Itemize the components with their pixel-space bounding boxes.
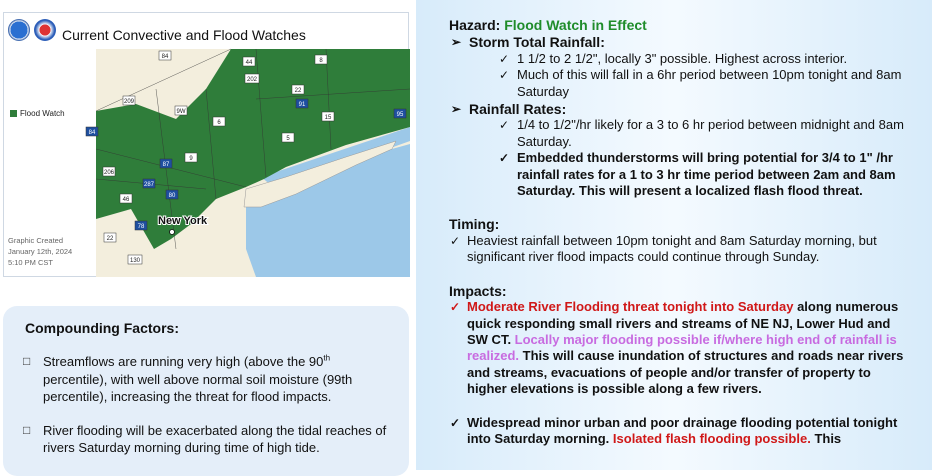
highway-shield [322,112,334,121]
agency-logos [8,19,56,41]
svg-text:206: 206 [103,170,115,176]
highway-shield [296,99,308,108]
impacts-heading: Impacts: [449,282,507,299]
impact-text: along numerous quick responding small rivers and streams of NE NJ, Lower Hud and SW CT. [467,299,899,347]
svg-text:5: 5 [286,136,290,142]
list-item [23,422,393,457]
impact-text: This will cause inundation of structures and roads near rivers and streams, evacuations of people and/or transfer of property to higher elevations is possible along a few rivers. [467,348,904,397]
list-item: ✓ 1 1/2 to 2 1/2", locally 3" possible. Highest across interior. [449,51,909,67]
highway-shield [160,159,172,168]
item-text: percentile), with well above normal soil moisture (99th percentile), increasing the threat for flood impacts. [43,371,353,404]
nws-logo-icon [34,19,56,41]
map-legend [10,109,65,118]
list-item [23,353,393,406]
highway-shield [128,255,142,264]
list-item: ✓ Embedded thunderstorms will bring potential for 3/4 to 1" /hr rainfall rates for a 1 to 3 hr time period between 2am and 8am Saturday. This will present a localized flash flood threat. [449,150,909,199]
flood-watch-map [88,49,410,277]
list-item: ✓ Much of this will fall in a 6hr period between 10pm tonight and 8am Saturday [449,67,909,100]
svg-text:22: 22 [294,88,302,94]
flood-watch-swatch [10,110,17,117]
hazard-details [449,17,909,447]
list-item [449,299,909,397]
item-text: River flooding will be exacerbated along the tidal reaches of rivers Saturday morning during time of high tide. [43,422,387,455]
impact-highlight: Isolated flash flooding possible. [612,430,811,446]
highway-shield [185,153,197,162]
highway-shield [86,127,98,136]
highway-shield [292,85,304,94]
svg-text:80: 80 [168,193,176,199]
list-item [449,415,909,448]
impact-text: Widespread minor urban and poor drainage flooding potential tonight into Saturday morning. [467,414,898,446]
highway-shield [103,167,115,176]
impact-highlight: Moderate River Flooding threat tonight into Saturday [467,299,794,315]
highway-shield [143,179,155,188]
compounding-title: Compounding Factors: [25,320,179,336]
highway-shield [135,221,147,230]
highway-shield [213,117,225,126]
city-label-new-york: New York [158,215,208,227]
svg-text:8: 8 [319,58,323,64]
highway-shield [166,190,178,199]
impact-text: This [810,430,842,446]
map-title: Current Convective and Flood Watches [62,27,306,43]
compounding-list [23,353,393,473]
rainfall-rates-heading: ➢ Rainfall Rates: [449,101,909,117]
svg-text:9: 9 [189,156,193,162]
impact-highlight: Locally major flooding possible if/where high end of rainfall is realized. [467,331,897,364]
highway-shield [123,96,135,105]
hazard-heading [449,17,909,33]
list-item: ✓ 1/4 to 1/2"/hr likely for a 3 to 6 hr period between midnight and 8am Saturday. [449,117,909,150]
noaa-logo-icon [8,19,30,41]
svg-text:6: 6 [217,120,221,126]
graphic-credit [8,235,72,268]
svg-text:209: 209 [123,99,135,105]
svg-text:22: 22 [106,236,114,242]
svg-text:84: 84 [161,54,169,60]
legend-label: Flood Watch [20,109,65,118]
storm-total-heading: ➢ Storm Total Rainfall: [449,34,909,50]
highway-shield [243,57,255,66]
item-superscript: th [323,353,331,363]
list-item: ✓ Heaviest rainfall between 10pm tonight and 8am Saturday morning, but significant river flood impacts could continue through Sunday. [449,233,909,266]
highway-shield [282,133,294,142]
svg-text:202: 202 [246,77,258,83]
credit-line: January 12th, 2024 [8,247,73,256]
item-text: Streamflows are running very high (above the 90 [43,354,324,369]
credit-line: Graphic Created [8,236,64,245]
hazard-value: Flood Watch in Effect [504,17,647,33]
credit-line: 5:10 PM CST [8,258,54,267]
highway-shield [394,109,406,118]
svg-text:46: 46 [122,197,130,203]
compounding-factors-card [3,306,409,476]
highway-shield [159,51,171,60]
highway-shield [104,233,116,242]
svg-text:84: 84 [88,130,96,136]
svg-text:78: 78 [137,224,145,230]
svg-text:130: 130 [129,258,141,264]
timing-heading: Timing: [449,216,500,233]
svg-text:287: 287 [143,182,155,188]
highway-shield [245,74,259,83]
watch-map-card [3,12,409,277]
highway-shield [120,194,132,203]
highway-shield [315,55,327,64]
city-marker-icon [170,230,175,235]
hazard-label: Hazard: [449,17,505,33]
svg-text:91: 91 [298,102,306,108]
svg-text:44: 44 [245,60,253,66]
highway-shield [175,106,187,115]
svg-text:9W: 9W [176,109,186,115]
svg-text:95: 95 [396,112,404,118]
svg-text:15: 15 [324,115,332,121]
svg-text:87: 87 [162,162,170,168]
